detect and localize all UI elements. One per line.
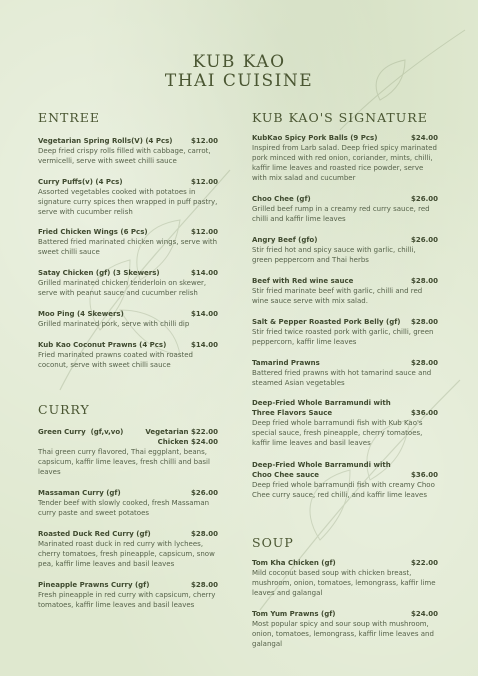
item-price: $12.00 xyxy=(190,228,218,236)
item-name: Kub Kao Coconut Prawns (4 Pcs) xyxy=(38,341,167,349)
item-price: $28.00 xyxy=(190,530,218,538)
menu-item xyxy=(252,133,438,183)
item-description: Thai green curry flavored, Thai eggplant, beans, capsicum, kaffir lime leaves, fresh chilli and basil leaves xyxy=(38,448,210,476)
menu-item xyxy=(38,427,218,477)
item-name: Satay Chicken (gf) (3 Skewers) xyxy=(38,269,160,277)
section-heading-entree: ENTREE xyxy=(38,110,101,125)
item-description: Mild coconut based soup with chicken breast, mushroom, onion, tomatoes, lemongrass, kaffir lime leaves and galangal xyxy=(252,569,436,597)
item-price: $28.00 xyxy=(410,318,438,326)
section-heading-signature: KUB KAO'S SIGNATURE xyxy=(252,110,428,125)
item-name: Choo Chee (gf) xyxy=(252,195,311,203)
menu-item xyxy=(252,358,438,388)
item-description: Battered fried marinated chicken wings, serve with sweet chilli sauce xyxy=(38,238,218,256)
item-price: $28.00 xyxy=(190,581,218,589)
item-description: Grilled marinated chicken tenderloin on skewer, serve with peanut sauce and cucumber relish xyxy=(38,279,207,297)
menu-item xyxy=(38,580,218,610)
item-name: Angry Beef (gfo) xyxy=(252,236,318,244)
section-heading-soup: SOUP xyxy=(252,535,294,550)
item-name: KubKao Spicy Pork Balls (9 Pcs) xyxy=(252,134,378,142)
menu-item xyxy=(252,276,438,306)
item-price: $14.00 xyxy=(190,310,218,318)
menu-item xyxy=(38,227,218,257)
restaurant-subtitle: THAI CUISINE xyxy=(164,71,314,91)
item-name: Fried Chicken Wings (6 Pcs) xyxy=(38,228,148,236)
item-price: $24.00 xyxy=(410,610,438,618)
menu-item xyxy=(252,558,438,598)
menu-item xyxy=(38,268,218,298)
item-name: Beef with Red wine sauce xyxy=(252,277,354,285)
item-name: Green Curry (gf,v,vo) xyxy=(38,428,124,436)
menu-item xyxy=(38,136,218,166)
section-heading-curry: CURRY xyxy=(38,402,90,417)
item-price: $26.00 xyxy=(190,489,218,497)
item-price: $12.00 xyxy=(190,178,218,186)
menu-item xyxy=(252,460,438,500)
menu-item xyxy=(252,194,438,224)
item-price: $24.00 xyxy=(410,134,438,142)
item-description: Stir fried hot and spicy sauce with garlic, chilli, green peppercorn and Thai herbs xyxy=(252,246,416,264)
menu-item xyxy=(38,340,218,370)
item-price: $28.00 xyxy=(410,359,438,367)
item-price: $14.00 xyxy=(190,269,218,277)
item-name: Tom Yum Prawns (gf) xyxy=(252,610,336,618)
item-description: Stir fried twice roasted pork with garlic, chilli, green peppercorn, kaffir lime leaves xyxy=(252,328,434,346)
item-description: Deep fried crispy rolls filled with cabbage, carrot, vermicelli, serve with sweet chilli sauce xyxy=(38,147,211,165)
item-description: Grilled marinated pork, serve with chilli dip xyxy=(38,320,190,328)
menu-item xyxy=(252,235,438,265)
menu-item xyxy=(38,177,218,217)
item-name: Moo Ping (4 Skewers) xyxy=(38,310,124,318)
menu-item xyxy=(38,309,218,329)
item-description: Fried marinated prawns coated with roasted coconut, serve with sweet chilli sauce xyxy=(38,351,193,369)
item-price: $36.00 xyxy=(410,471,438,479)
item-price: Vegetarian $22.00 Chicken $24.00 xyxy=(145,428,218,446)
item-price: $22.00 xyxy=(410,559,438,567)
item-description: Grilled beef rump in a creamy red curry sauce, red chilli and kaffir lime leaves xyxy=(252,205,430,223)
item-description: Inspired from Larb salad. Deep fried spicy marinated pork minced with red onion, coriander, mints, chilli, kaffir lime leaves and roasted rice powder, serve with mix salad and cucumber xyxy=(252,144,437,182)
item-name: Roasted Duck Red Curry (gf) xyxy=(38,530,151,538)
item-name: Tom Kha Chicken (gf) xyxy=(252,559,336,567)
restaurant-name: KUB KAO xyxy=(192,52,286,72)
item-description: Stir fried marinate beef with garlic, chilli and red wine sauce serve with mix salad. xyxy=(252,287,423,305)
item-description: Deep fried whole barramundi fish with Kub Kao's special sauce, fresh pineapple, cherry tomatoes, kaffir lime leaves and basil leaves xyxy=(252,419,423,447)
item-description: Battered fried prawns with hot tamarind sauce and steamed Asian vegetables xyxy=(252,369,432,387)
item-name: Curry Puffs(v) (4 Pcs) xyxy=(38,178,123,186)
item-name: Tamarind Prawns xyxy=(252,359,320,367)
menu-item xyxy=(252,609,438,649)
item-price: $36.00 xyxy=(410,409,438,417)
item-description: Most popular spicy and sour soup with mushroom, onion, tomatoes, lemongrass, kaffir lime leaves and galangal xyxy=(252,620,434,648)
item-price: $12.00 xyxy=(190,137,218,145)
item-description: Marinated roast duck in red curry with lychees, cherry tomatoes, fresh pineapple, capsicum, snow pea, kaffir lime leaves and basil leaves xyxy=(38,540,215,568)
menu-item xyxy=(252,317,438,347)
item-description: Tender beef with slowly cooked, fresh Massaman curry paste and sweet potatoes xyxy=(38,499,210,517)
menu-item xyxy=(252,398,438,448)
item-description: Fresh pineapple in red curry with capsicum, cherry tomatoes, kaffir lime leaves and basil leaves xyxy=(38,591,216,609)
item-price: $26.00 xyxy=(410,195,438,203)
menu-item xyxy=(38,529,218,569)
item-description: Assorted vegetables cooked with potatoes in signature curry spices then wrapped in puff pastry, serve with cucumber relish xyxy=(38,188,218,216)
item-description: Deep fried whole barramundi fish with creamy Choo Chee curry sauce, red chilli, and kaffir lime leaves xyxy=(252,481,435,499)
item-name: Salt & Pepper Roasted Pork Belly (gf) xyxy=(252,318,401,326)
item-name: Pineapple Prawns Curry (gf) xyxy=(38,581,150,589)
item-price: $28.00 xyxy=(410,277,438,285)
item-name: Deep-Fried Whole Barramundi with Choo Chee sauce xyxy=(252,461,391,479)
item-name: Deep-Fried Whole Barramundi with Three Flavors Sauce xyxy=(252,399,391,417)
item-price: $14.00 xyxy=(190,341,218,349)
item-name: Vegetarian Spring Rolls(V) (4 Pcs) xyxy=(38,137,173,145)
item-name: Massaman Curry (gf) xyxy=(38,489,121,497)
menu-item xyxy=(38,488,218,518)
item-price: $26.00 xyxy=(410,236,438,244)
